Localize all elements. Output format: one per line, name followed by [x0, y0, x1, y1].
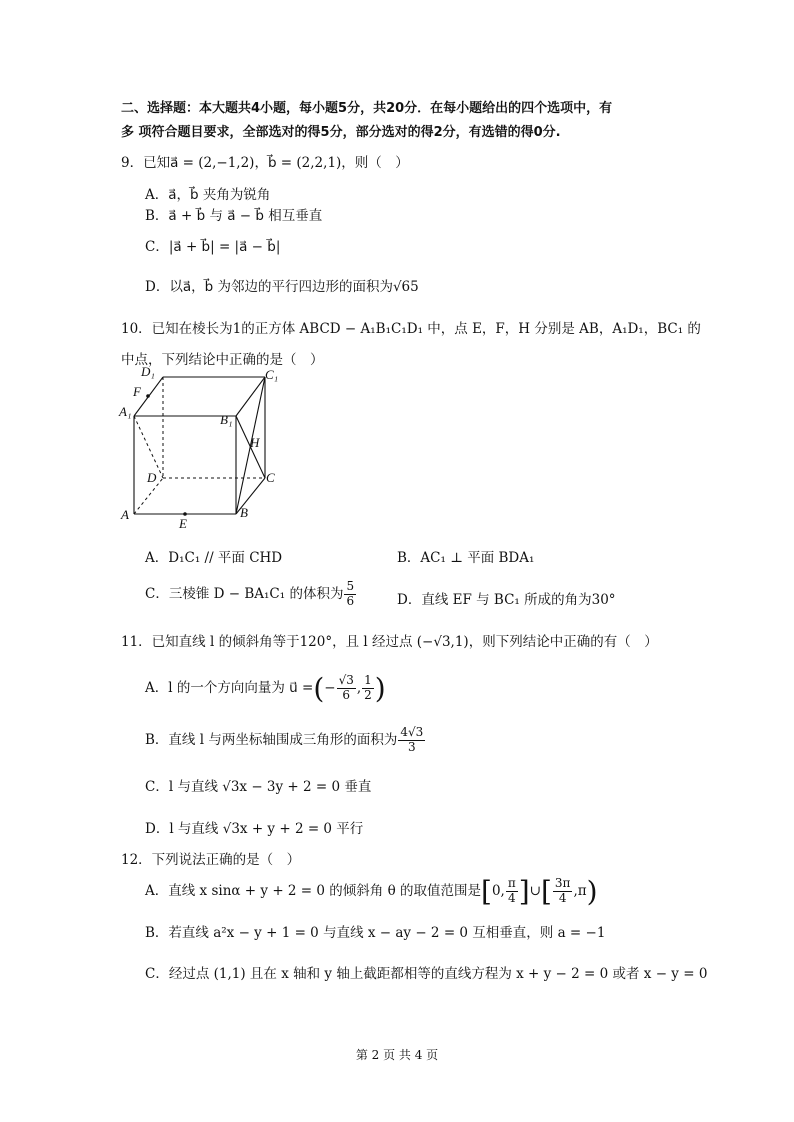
q10-option-d: D．直线 EF 与 BC₁ 所成的角为30°	[397, 592, 616, 608]
label-b: B	[240, 505, 248, 520]
left-bracket: [	[481, 875, 492, 908]
fraction-denominator: 4	[507, 891, 516, 905]
union-symbol: ∪	[529, 883, 541, 899]
q9-stem: 9．已知a⃗ = (2,−1,2)，b⃗ = (2,2,1)，则（ ）	[121, 155, 409, 171]
q11-option-d: D．l 与直线 √3x + y + 2 = 0 平行	[145, 821, 364, 837]
left-bracket-2: [	[540, 875, 552, 908]
q12-option-a-fraction-2	[553, 877, 573, 906]
q10-option-c	[145, 580, 357, 609]
label-e: E	[179, 516, 187, 531]
q11-option-a-fraction-2	[362, 674, 374, 703]
label-c: C	[266, 470, 275, 485]
q10-option-c-fraction	[344, 580, 356, 609]
q11-option-b-text: B．直线 l 与两坐标轴围成三角形的面积为	[145, 731, 398, 748]
fraction-numerator: 3π	[554, 876, 571, 891]
section-heading-line2: 多 项符合题目要求，全部选对的得5分，部分选对的得2分，有选错的得0分.	[121, 125, 561, 140]
q12-stem: 12．下列说法正确的是（ ）	[121, 852, 301, 868]
fraction-denominator: 4	[558, 891, 567, 905]
q12-option-a-fraction-1	[506, 877, 518, 906]
segment-h-c	[250, 446, 265, 478]
fraction-numerator: √3	[338, 673, 354, 688]
page-footer: 第 2 页 共 4 页	[355, 1048, 439, 1062]
label-a: A	[121, 507, 129, 522]
label-a1: A₁	[119, 404, 132, 419]
fraction-numerator: 1	[364, 673, 372, 688]
interval2-right: ,π	[573, 883, 587, 899]
section-heading-line1: 二、选择题：本大题共4小题，每小题5分，共20分．在每小题给出的四个选项中，有	[121, 101, 613, 116]
q10-option-a: A．D₁C₁ // 平面 CHD	[145, 550, 283, 566]
right-paren-2: )	[586, 875, 598, 908]
fraction-denominator: 6	[342, 688, 351, 702]
q12-option-b: B．若直线 a²x − y + 1 = 0 与直线 x − ay − 2 = 0 互相垂直，则 a = −1	[145, 925, 606, 941]
fraction-numerator: 5	[346, 579, 355, 593]
q12-option-a-text: A．直线 x sinα + y + 2 = 0 的倾斜角 θ 的取值范围是	[145, 883, 481, 899]
label-f: F	[133, 384, 141, 399]
hidden-segment-a1-d	[134, 416, 163, 478]
q11-stem: 11．已知直线 l 的倾斜角等于120°，且 l 经过点 (−√3,1)，则下列结论中正确的有（ ）	[121, 634, 658, 650]
right-paren: )	[374, 672, 386, 705]
q9-option-b: B．a⃗ + b⃗ 与 a⃗ − b⃗ 相互垂直	[145, 208, 323, 224]
point-f	[146, 394, 150, 398]
fraction-denominator: 6	[346, 593, 355, 608]
q11-option-a: A．l 的一个方向向量为 u⃗ =(− $\frac{√3}{6}$ , $\frac{1}{2}$ )	[145, 672, 386, 705]
cube-figure	[115, 362, 295, 532]
label-d1: D₁	[141, 364, 155, 379]
q11-option-b	[145, 726, 426, 755]
label-b1: B₁	[220, 412, 233, 427]
q9-option-a: A．a⃗，b⃗ 夹角为锐角	[145, 187, 271, 203]
q9-option-c: C．|a⃗ + b⃗| = |a⃗ − b⃗|	[145, 239, 281, 255]
q10-stem-line2: 中点，下列结论中正确的是（ ）	[121, 352, 324, 368]
q11-option-a-text: A．l 的一个方向向量为 u⃗ =	[145, 680, 314, 696]
label-c1: C₁	[265, 367, 279, 382]
q10-option-b: B．AC₁ ⊥ 平面 BDA₁	[397, 550, 535, 566]
fraction-numerator: π	[507, 876, 516, 891]
q10-option-c-text: C．三棱锥 D − BA₁C₁ 的体积为	[145, 585, 344, 602]
q12-option-c: C．经过点 (1,1) 且在 x 轴和 y 轴上截距都相等的直线方程为 x + y − 2 = 0 或者 x − y = 0	[145, 966, 708, 982]
q11-option-a-fraction-1	[337, 674, 356, 703]
segment-b1-h	[236, 416, 250, 446]
q11-option-c: C．l 与直线 √3x − 3y + 2 = 0 垂直	[145, 779, 372, 795]
right-bracket: ]	[518, 875, 530, 908]
fraction-denominator: 2	[364, 688, 372, 702]
q11-option-b-fraction	[398, 726, 425, 755]
label-h: H	[250, 435, 260, 450]
fraction-denominator: 3	[407, 739, 416, 754]
q10-stem-line1: 10．已知在棱长为1的正方体 ABCD − A₁B₁C₁D₁ 中，点 E，F，H 分别是 AB，A₁D₁，BC₁ 的	[121, 321, 701, 337]
label-d: D	[147, 470, 157, 485]
fraction-numerator: 4√3	[400, 725, 424, 739]
left-paren: (	[313, 672, 325, 705]
q9-option-d: D．以a⃗，b⃗ 为邻边的平行四边形的面积为√65	[145, 279, 419, 295]
q12-option-a	[145, 875, 598, 908]
interval1-left: 0,	[491, 883, 505, 899]
